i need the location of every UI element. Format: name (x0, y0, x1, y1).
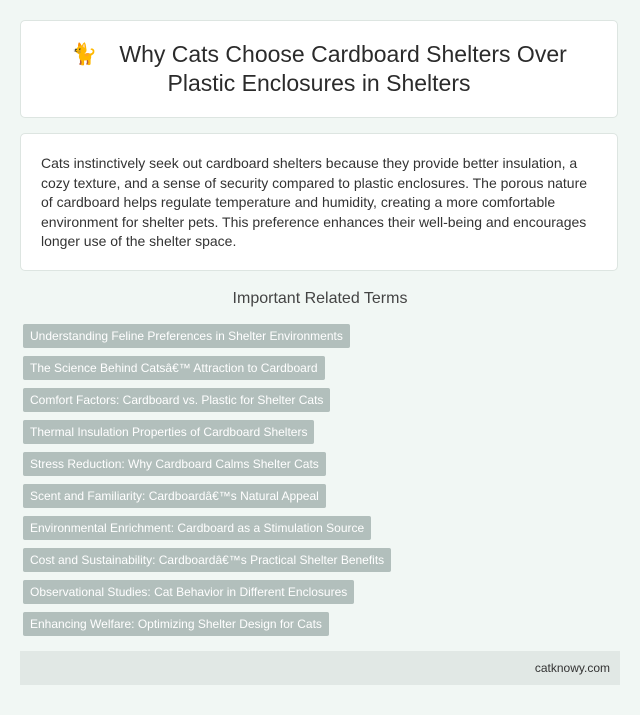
term-tag[interactable]: Stress Reduction: Why Cardboard Calms Shelter Cats (23, 452, 326, 476)
list-item (23, 356, 391, 380)
term-tag[interactable]: Cost and Sustainability: Cardboardâ€™s Practical Shelter Benefits (23, 548, 391, 572)
term-tag[interactable]: Scent and Familiarity: Cardboardâ€™s Natural Appeal (23, 484, 326, 508)
list-item (23, 484, 391, 508)
title-card (20, 20, 618, 118)
list-item (23, 420, 391, 444)
list-item (23, 388, 391, 412)
list-item (23, 548, 391, 572)
related-terms-list (23, 324, 391, 644)
page-title-text: Why Cats Choose Cardboard Shelters Over Plastic Enclosures in Shelters (119, 41, 567, 96)
related-terms-heading: Important Related Terms (232, 290, 408, 307)
summary-card (20, 133, 618, 271)
list-item (23, 452, 391, 476)
summary-text: Cats instinctively seek out cardboard shelters because they provide better insulation, a cozy texture, and a sense of security compared to plastic enclosures. The porous nature of cardboard helps regulate temperature and humidity, creating a more comfortable environment for shelter pets. This preference enhances their well-being and encourages longer use of the shelter space. (41, 155, 588, 249)
term-tag[interactable]: Thermal Insulation Properties of Cardboard Shelters (23, 420, 314, 444)
cat-icon: 🐈 (71, 43, 98, 66)
footer-site-link[interactable]: catknowy.com (534, 661, 610, 675)
footer (20, 651, 620, 685)
list-item (23, 324, 391, 348)
term-tag[interactable]: The Science Behind Catsâ€™ Attraction to Cardboard (23, 356, 325, 380)
term-tag[interactable]: Environmental Enrichment: Cardboard as a Stimulation Source (23, 516, 371, 540)
list-item (23, 516, 391, 540)
page-title (21, 40, 617, 98)
term-tag[interactable]: Observational Studies: Cat Behavior in Different Enclosures (23, 580, 354, 604)
term-tag[interactable]: Enhancing Welfare: Optimizing Shelter Design for Cats (23, 612, 329, 636)
list-item (23, 580, 391, 604)
list-item (23, 612, 391, 636)
term-tag[interactable]: Understanding Feline Preferences in Shelter Environments (23, 324, 350, 348)
term-tag[interactable]: Comfort Factors: Cardboard vs. Plastic for Shelter Cats (23, 388, 330, 412)
